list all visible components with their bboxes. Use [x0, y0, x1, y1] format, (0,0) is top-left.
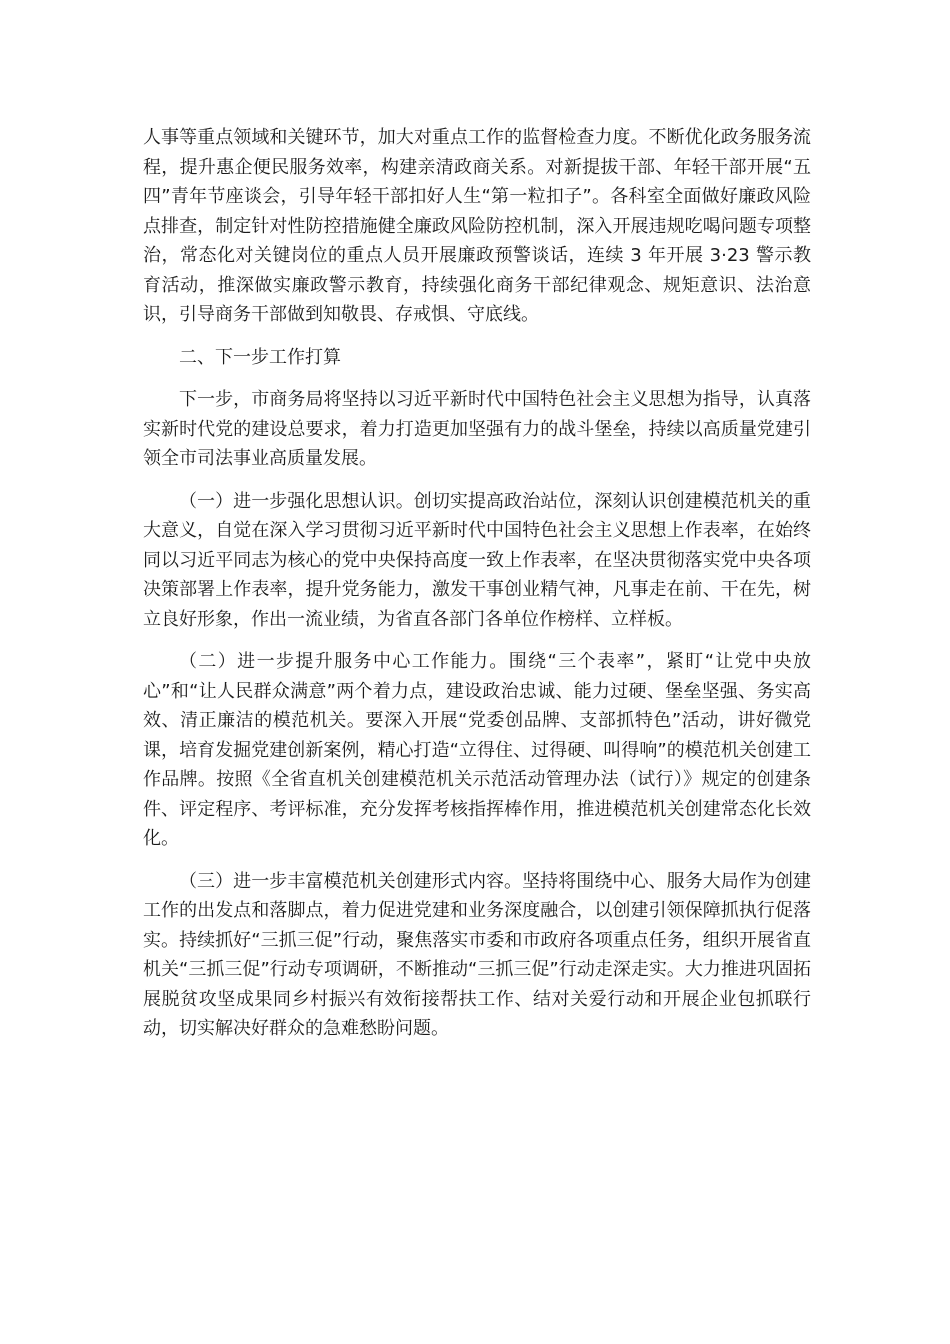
section-heading: 二、下一步工作打算	[179, 346, 341, 368]
paragraph-continuation: 人事等重点领域和关键环节，加大对重点工作的监督检查力度。不断优化政务服务流程，提升惠企便民服务效率，构建亲清政商关系。对新提拔干部、年轻干部开展“五四”青年节座谈会，引导年轻干部扣好人生“第一粒扣子”。各科室全面做好廉政风险点排查，制定针对性防控措施健全廉政风险防控机制，深入开展违规吃喝问题专项整治，常态化对关键岗位的重点人员开展廉政预警谈话，连续 3 年开展 3·23 警示教育活动，推深做实廉政警示教育，持续强化商务干部纪律观念、规矩意识、法治意识，引导商务干部做到知敬畏、存戒惧、守底线。	[143, 127, 811, 325]
paragraph-item-2: （二）进一步提升服务中心工作能力。围绕“三个表率”，紧盯“让党中央放心”和“让人民群众满意”两个着力点，建设政治忠诚、能力过硬、堡垒坚强、务实高效、清正廉洁的模范机关。要深入开展“党委创品牌、支部抓特色”活动，讲好微党课，培育发掘党建创新案例，精心打造“立得住、过得硬、叫得响”的模范机关创建工作品牌。按照《全省直机关创建模范机关示范活动管理办法（试行）》规定的创建条件、评定程序、考评标准，充分发挥考核指挥棒作用，推进模范机关创建常态化长效化。	[143, 651, 811, 849]
paragraph-intro: 下一步，市商务局将坚持以习近平新时代中国特色社会主义思想为指导，认真落实新时代党的建设总要求，着力打造更加坚强有力的战斗堡垒，持续以高质量党建引领全市司法事业高质量发展。	[143, 389, 811, 469]
document-body	[143, 123, 811, 1057]
paragraph-item-1: （一）进一步强化思想认识。创切实提高政治站位，深刻认识创建模范机关的重大意义，自觉在深入学习贯彻习近平新时代中国特色社会主义思想上作表率，在始终同以习近平同志为核心的党中央保持高度一致上作表率，在坚决贯彻落实党中央各项决策部署上作表率，提升党务能力，激发干事创业精气神，凡事走在前、干在先，树立良好形象，作出一流业绩，为省直各部门各单位作榜样、立样板。	[143, 490, 811, 630]
paragraph-item-3: （三）进一步丰富模范机关创建形式内容。坚持将围绕中心、服务大局作为创建工作的出发点和落脚点，着力促进党建和业务深度融合，以创建引领保障抓执行促落实。持续抓好“三抓三促”行动，聚焦落实市委和市政府各项重点任务，组织开展省直机关“三抓三促”行动专项调研，不断推动“三抓三促”行动走深走实。大力推进巩固拓展脱贫攻坚成果同乡村振兴有效衔接帮扶工作、结对关爱行动和开展企业包抓联行动，切实解决好群众的急难愁盼问题。	[143, 870, 811, 1039]
